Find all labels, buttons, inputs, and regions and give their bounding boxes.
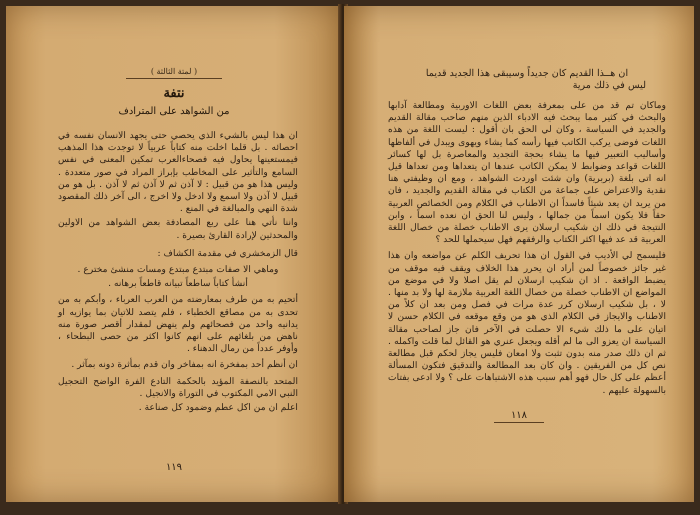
paragraph: ان هذا ليس بالشيء الذي يحصي حتى يجهد الانسان نفسه في احصائه . بل قلما اخلت منه كتاباً عربياً لا توجدت هذا المذهب فيمستعينها يحاول فيه فصحاءالعرب تمكين المعنى في نفس السامع والتأثير على المخاطب بإبراز المراد في صور متعددة . وليس هذا هو من قبيل : لا آذن ثم لا آذن ثم لا آذن . بل هو من قبيل لا آذن ولا اسمع ولا ادخل ولا اخرج ، الى آخر ذلك المقصود شدة النهي والمبالغة في المنع . (58, 130, 298, 215)
verse-line: وماهي الا صفات مبتدع مبتدع ومسات منشئ مخترع . (77, 264, 279, 276)
paragraph: اعلم ان من اكل عطم وضمود كل صناعة . (138, 402, 298, 414)
verse-line: أنشأ كتاباً ساطعاً تبيانه قاطعاً برهانه . (108, 278, 248, 290)
section-subtitle: من الشواهد على المترادف (118, 106, 230, 117)
left-body-text (58, 130, 298, 414)
right-page (344, 6, 694, 502)
verse-block (388, 68, 666, 92)
right-body-text (388, 100, 666, 397)
footer-rule (494, 422, 544, 423)
left-page (6, 6, 342, 502)
verse-line: ان هــذا القديم كان جديداً وسيبقى هذا الجديد قديما (425, 68, 629, 79)
page-number: ١١٩ (165, 462, 183, 473)
paragraph: واننا نأتي هنا على ربع المصادفة بعض الشواهد من الاولين والمحدثين لإرادة القارئ بصيرة . (58, 217, 298, 241)
page-number: ١١٨ (510, 410, 528, 421)
paragraph: ان أنظم أحد بمفخرة انه بمفاخر وان قدم بمأثرة دونه بمآثر . (71, 359, 298, 371)
running-head: ( لمتة الثالثة ) (150, 67, 198, 76)
section-title: نتفة (163, 86, 185, 101)
paragraph: قال الزمخشري في مقدمة الكشاف : (157, 247, 298, 259)
paragraph: فليسمح لي الأديب في القول ان هذا تحريف الكلم عن مواضعه وان هذا غير جائز خصوصاً لمن أراد ان يحرر هذا الخلاف ويقف فيه موقف من يضبط الواقعة . اذ ان شكيب ارسلان لم يقل اصلا ولا في موضع من المواضع ان الاطناب خصلة من خصال اللغة العربية ملازمة لها ولا بد منها . لا ، بل شكيب ارسلان كرر عدة مرات في فصل ومن بعد ان كلاً من الاطناب والايجاز في الكلام الذي هو من وقع موقعه في الكلام حسن لا اتيان على ما ذلك شيء الا حصلت في الآخر فان جاز لصاحب مقالة السياسة ان يعزو الى ما لم أقله ويجعل عنري هو القائل لما قلت واكمله . ثم ان ذلك صدر منه بدون تثبت ولا امعان فليس يجاز لحكم قبل مطالعة نص كل من الفريقين . وان كان بعد المطالعة والتدقيق فتكون المسألة أعظم على كل حال فهو أهم سبب هذه الاشتباهات على ؟ ولا ادعى بفتات بالسهولة عليهم . (388, 250, 666, 396)
paragraph: أتحيم به من طرف بمعارضته من العرب العرباء ، وأبكم به من تحدى به من مصاقع الخطباء ، فلم يتصد للاتيان بما يوازيه او يدانيه واحد من فصحائهم ولم ينهض لمقدار أقصر صورة منه ناهض من بلغائهم على انهم كانوا اكثر من حصى البطحاء ، وأوفر عدداً من رمال الدهناء . (58, 294, 298, 355)
paragraph: وماكان تم قد من على بمعرفة بعض اللغات الاوربية ومطالعة آدابها والبحث في كثير مما يبحث فيه الادباء الذين منهم صاحب مقالة القديم والجديد في السياسة ، وكان لي الحق بان أقول : ليست اللغة من هذه اللغات فوضى يركب الكاتب فيها رأسه كما يشاء ويهوى ويبدل في ألفاظها وأساليب التعبير فيها ما يشاء بحجة التجديد والمعاصرة بل لها كسائر اللغات قواعد وضوابط لا يمكن الكاتب عندها ان يتعداها ومن تعداها قيل انه اتى بلغة (بربرية) وان شئت اوردت الشواهد ، ومع ان وظيفتي هنا نقدية والاعتراض على جماعة من الكتاب في مقالة القديم والجديد ، فان من يريد ان يعد شيئاً فاسداً ان الاطناب في الكلام ومن الخصائص العربية حقاً فلا يكون اسماً من جمالها ، وليس لنا الحق ان نعده اسماً ، وابن النتيجة في ذلك ان شكيب ارسلان يرى الاطناب خصلة من خصال اللغة العربية قد عد فيها اكثر الكتاب والرفقهم فهل سيحملها للحد ؟ (388, 100, 666, 246)
running-head-rule (126, 78, 222, 79)
verse-line: ليس في ذلك مرية (572, 80, 646, 92)
paragraph: المتحد بالنصفة المؤيد بالحكمة التادع الفرة الواضح التحجيل النبي الامي المكتوب في التوراة والانجيل . (58, 375, 298, 399)
